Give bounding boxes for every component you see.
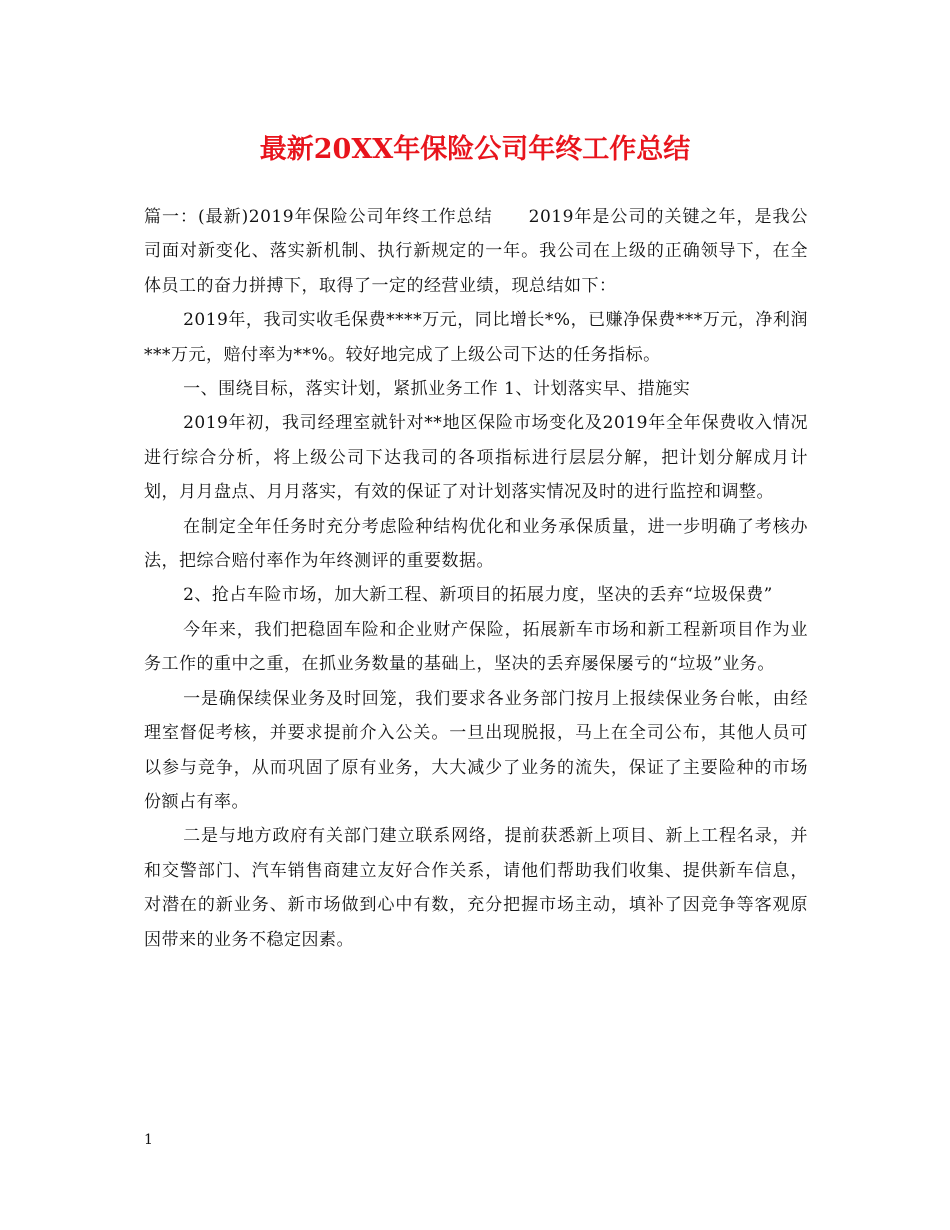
paragraph: 篇一：(最新)2019年保险公司年终工作总结 2019年是公司的关键之年，是我公司面对新变化、落实新机制、执行新规定的一年。我公司在上级的正确领导下，在全体员工的奋力拼搏下，取得了一定的经营业绩，现总结如下： [144,207,808,296]
paragraph: 2019年初，我司经理室就针对**地区保险市场变化及2019年全年保费收入情况进行综合分析，将上级公司下达我司的各项指标进行层层分解，把计划分解成月计划，月月盘点、月月落实，有效的保证了对计划落实情况及时的进行监控和调整。 [144,413,808,503]
paragraph: 在制定全年任务时充分考虑险种结构优化和业务承保质量，进一步明确了考核办法，把综合赔付率作为年终测评的重要数据。 [144,516,808,572]
paragraph: 二是与地方政府有关部门建立联系网络，提前获悉新上项目、新上工程名录，并和交警部门、汽车销售商建立友好合作关系，请他们帮助我们收集、提供新车信息，对潜在的新业务、新市场做到心中有数，充分把握市场主动，填补了因竞争等客观原因带来的业务不稳定因素。 [144,826,808,950]
paragraph: 今年来，我们把稳固车险和企业财产保险，拓展新车市场和新工程新项目作为业务工作的重中之重，在抓业务数量的基础上，坚决的丢弃屡保屡亏的“垃圾”业务。 [144,619,808,675]
document-body [144,200,808,957]
paragraph: 2019年，我司实收毛保费****万元，同比增长*%，已赚净保费***万元，净利润***万元，赔付率为**%。较好地完成了上级公司下达的任务指标。 [144,310,808,365]
paragraph: 2、抢占车险市场，加大新工程、新项目的拓展力度，坚决的丢弃“垃圾保费” [183,585,773,606]
page-number: 1 [144,1132,153,1148]
document-title: 最新20XX年保险公司年终工作总结 [259,134,691,165]
paragraph: 一、围绕目标，落实计划，紧抓业务工作 1、计划落实早、措施实 [183,379,691,400]
paragraph: 一是确保续保业务及时回笼，我们要求各业务部门按月上报续保业务台帐，由经理室督促考核，并要求提前介入公关。一旦出现脱报，马上在全司公布，其他人员可以参与竞争，从而巩固了原有业务，大大减少了业务的流失，保证了主要险种的市场份额占有率。 [144,688,808,812]
